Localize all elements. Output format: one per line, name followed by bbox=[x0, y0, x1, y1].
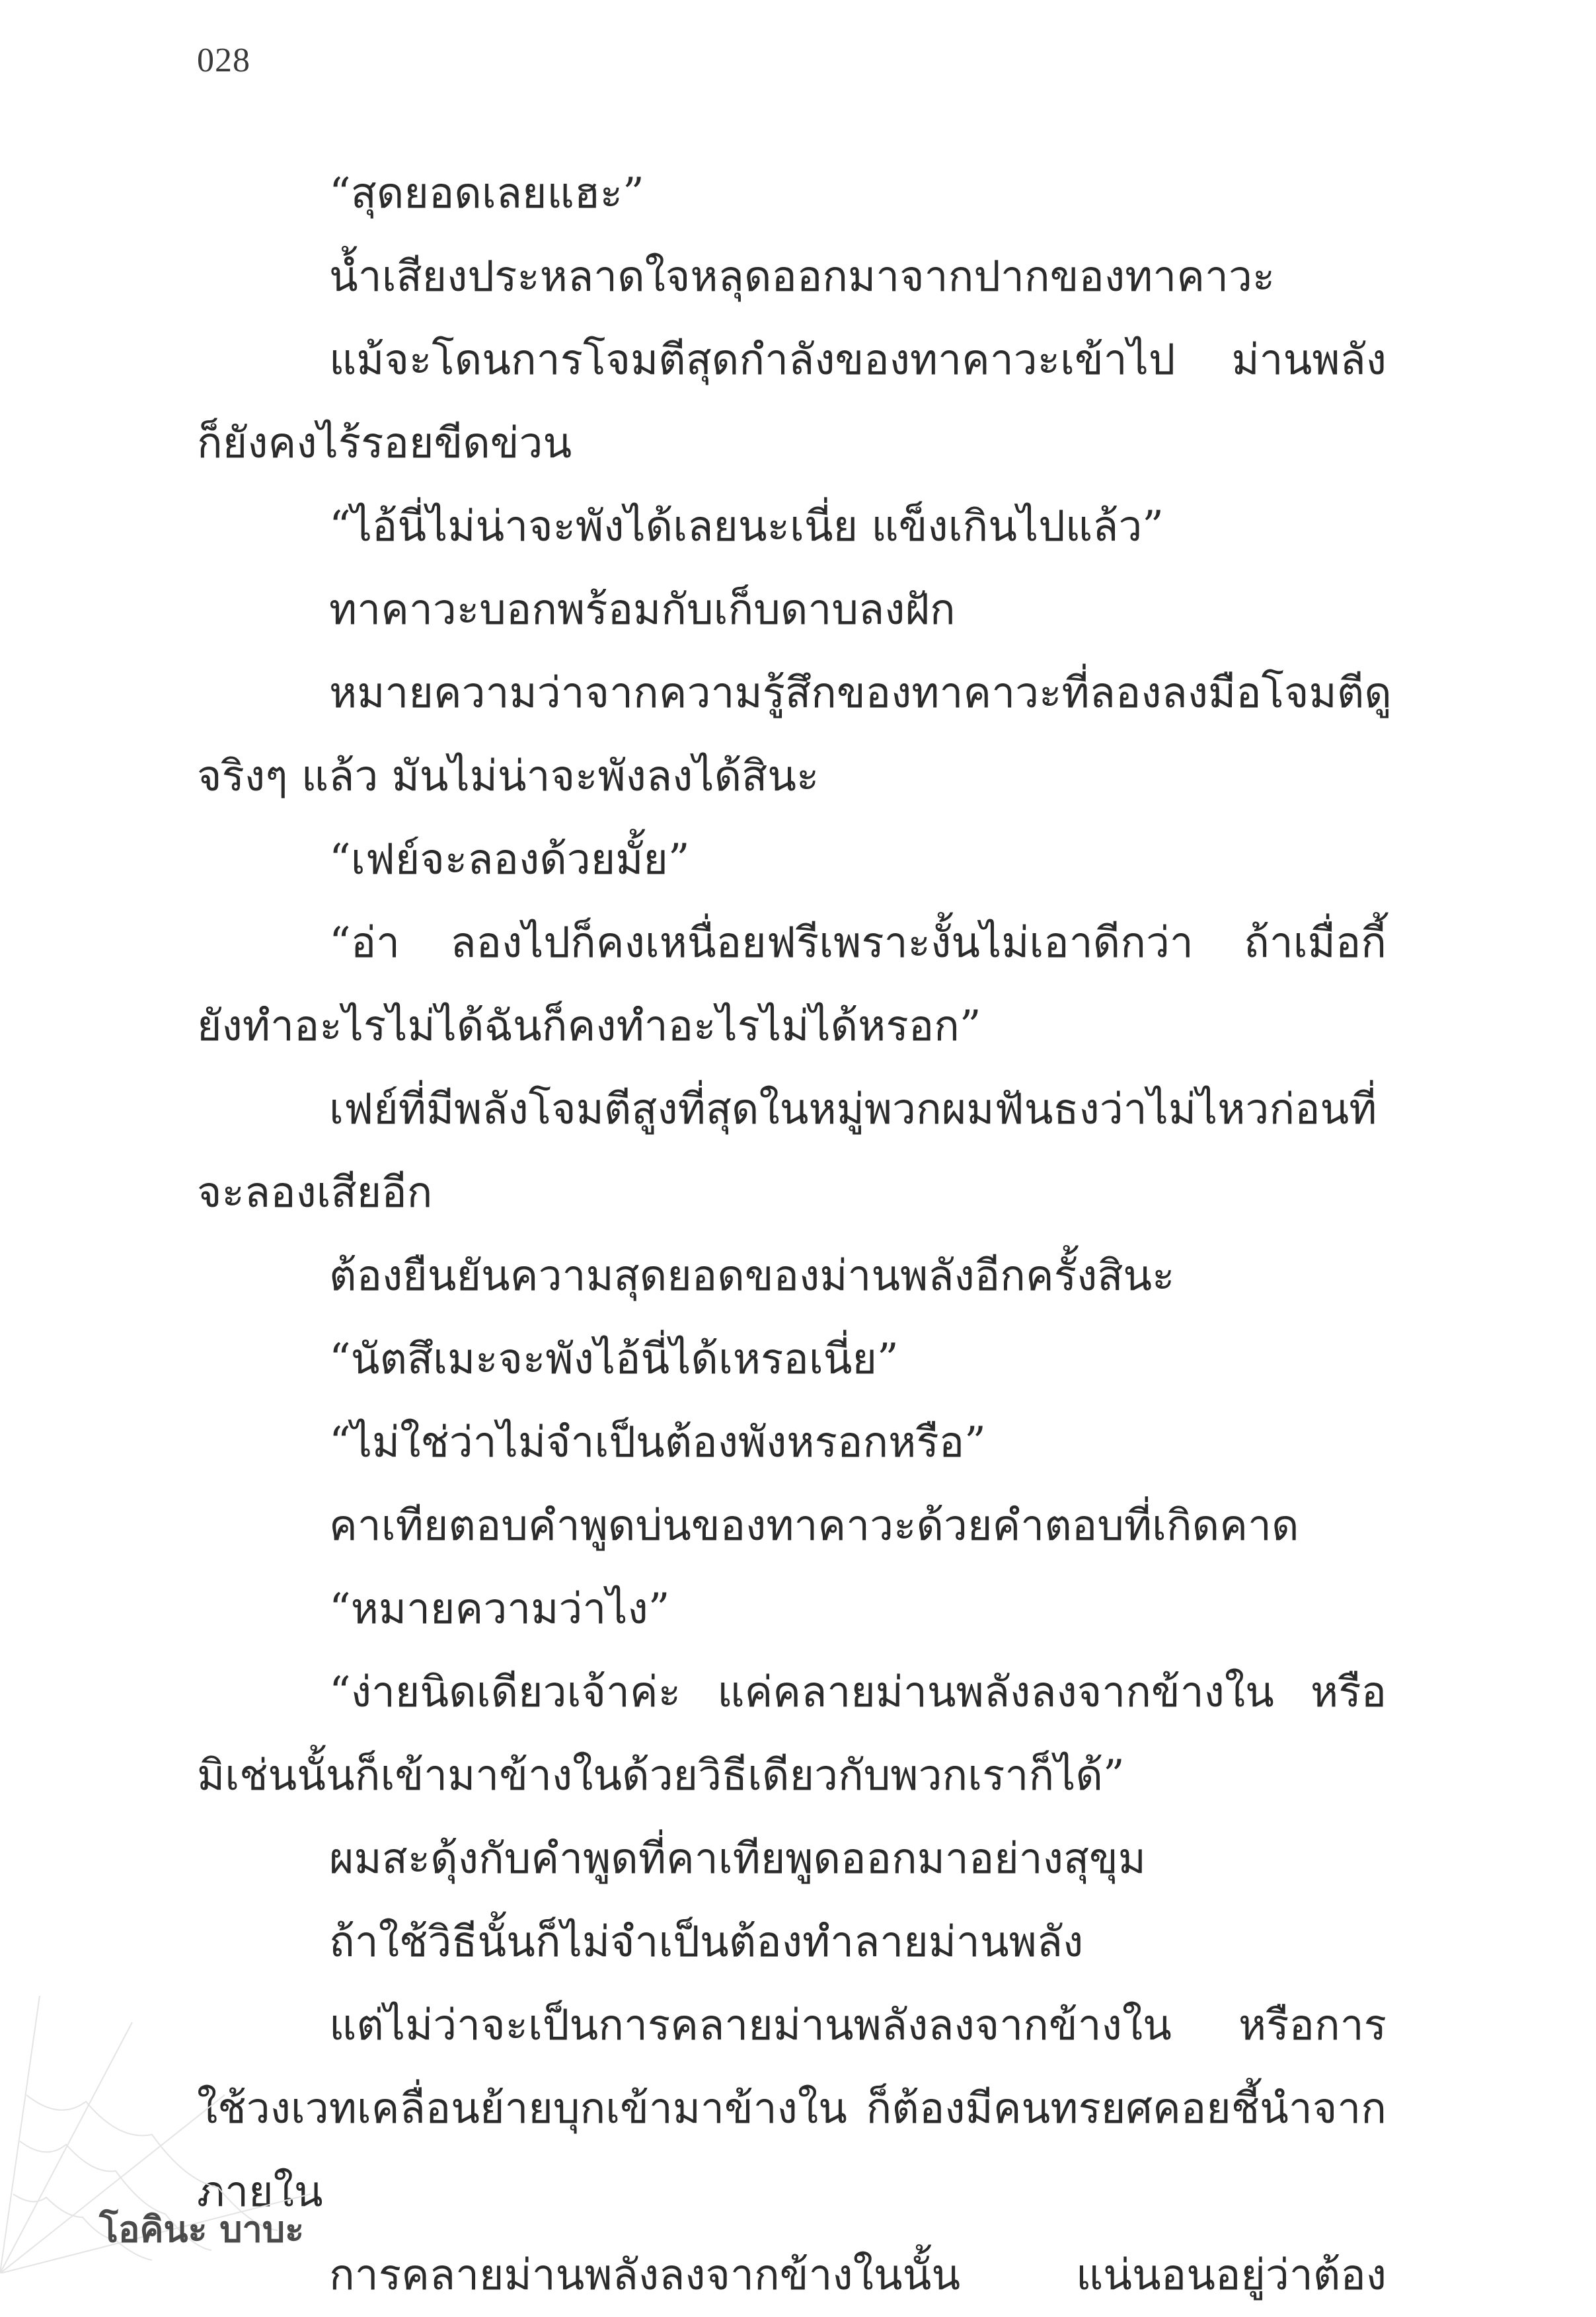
text-line: คาเทียตอบคำพูดบ่นของทาคาวะด้วยคำตอบที่เกิดคาด bbox=[329, 1501, 1299, 1550]
text-line: แต่ไม่ว่าจะเป็นการคลายม่านพลังลงจากข้างใน หรือการ bbox=[329, 2001, 1387, 2050]
text-line: “ไม่ใช่ว่าไม่จำเป็นต้องพังหรอกหรือ” bbox=[329, 1418, 986, 1467]
text-line: “เฟย์จะลองด้วยมั้ย” bbox=[329, 835, 690, 884]
text-line: ทาคาวะบอกพร้อมกับเก็บดาบลงฝัก bbox=[329, 586, 956, 634]
text-line: “สุดยอดเลยแฮะ” bbox=[329, 169, 644, 218]
text-line: ต้องยืนยันความสุดยอดของม่านพลังอีกครั้งสินะ bbox=[329, 1252, 1175, 1301]
text-line: “ไอ้นี่ไม่น่าจะพังได้เลยนะเนี่ย แข็งเกินไปแล้ว” bbox=[329, 502, 1164, 551]
text-line: การคลายม่านพลังลงจากข้างในนั้น แน่นอนอยู่ว่าต้อง bbox=[329, 2251, 1387, 2300]
text-line: ผมสะดุ้งกับคำพูดที่คาเทียพูดออกมาอย่างสุขุม bbox=[329, 1835, 1146, 1883]
text-line: ภายใน bbox=[197, 2168, 323, 2217]
text-line: “นัตสึเมะจะพังไอ้นี่ได้เหรอเนี่ย” bbox=[329, 1335, 899, 1384]
text-line: มิเช่นนั้นก็เข้ามาข้างในด้วยวิธีเดียวกับพวกเราก็ได้” bbox=[197, 1751, 1125, 1800]
text-line: ถ้าใช้วิธีนั้นก็ไม่จำเป็นต้องทำลายม่านพลัง bbox=[329, 1918, 1084, 1967]
text-line: ก็ยังคงไร้รอยขีดข่วน bbox=[197, 419, 572, 468]
body-text bbox=[197, 152, 1392, 2317]
text-line: เฟย์ที่มีพลังโจมตีสูงที่สุดในหมู่พวกผมฟันธงว่าไม่ไหวก่อนที่ bbox=[329, 1085, 1377, 1134]
text-line: จะลองเสียอีก bbox=[197, 1168, 433, 1217]
text-line: แม้จะโดนการโจมตีสุดกำลังของทาคาวะเข้าไป ม่านพลัง bbox=[329, 336, 1387, 385]
text-line: จริงๆ แล้ว มันไม่น่าจะพังลงได้สินะ bbox=[197, 752, 819, 801]
text-line: หมายความว่าจากความรู้สึกของทาคาวะที่ลองลงมือโจมตีดู bbox=[329, 669, 1392, 718]
text-line: “หมายความว่าไง” bbox=[329, 1585, 670, 1634]
footer-author-name: โอคินะ บาบะ bbox=[99, 2209, 305, 2250]
text-line: “ง่ายนิดเดียวเจ้าค่ะ แค่คลายม่านพลังลงจากข้างใน หรือ bbox=[329, 1668, 1387, 1717]
text-line: น้ำเสียงประหลาดใจหลุดออกมาจากปากของทาคาวะ bbox=[329, 252, 1275, 301]
page-number: 028 bbox=[197, 42, 250, 79]
text-line: ใช้วงเวทเคลื่อนย้ายบุกเข้ามาข้างใน ก็ต้องมีคนทรยศคอยชี้นำจาก bbox=[197, 2084, 1387, 2133]
text-line: ยังทำอะไรไม่ได้ฉันก็คงทำอะไรไม่ได้หรอก” bbox=[197, 1002, 981, 1051]
text-line: “อ่า ลองไปก็คงเหนื่อยฟรีเพราะงั้นไม่เอาดีกว่า ถ้าเมื่อกี้ bbox=[329, 919, 1387, 968]
